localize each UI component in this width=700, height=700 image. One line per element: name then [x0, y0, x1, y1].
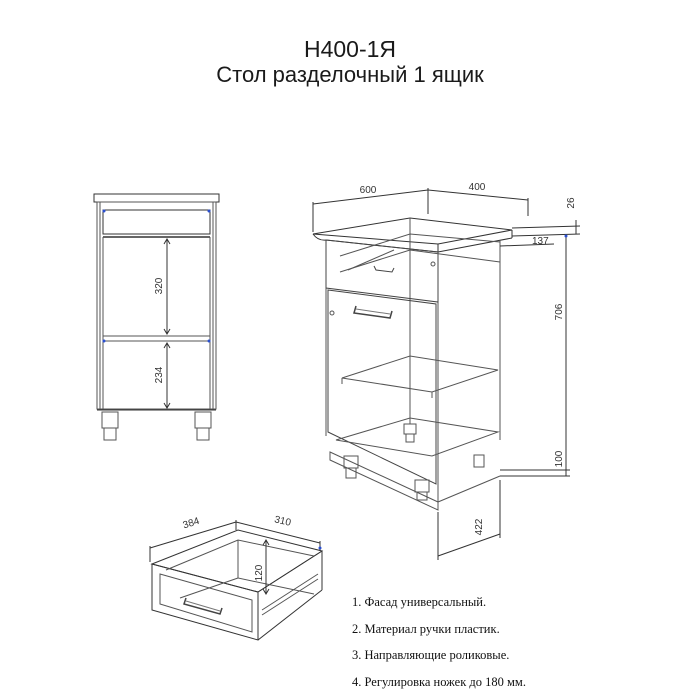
lower-compartment-dimension: 234	[154, 366, 165, 384]
drawer-isometric	[150, 520, 322, 640]
leg-height-dimension: 100	[554, 450, 565, 468]
note-item: 2. Материал ручки пластик.	[352, 621, 500, 636]
cabinet-width-dimension: 400	[468, 182, 486, 193]
spec-notes	[352, 592, 526, 698]
note-item: 1. Фасад универсальный.	[352, 595, 487, 609]
leg-setback-dimension: 422	[474, 518, 485, 536]
cabinet-depth-dimension: 600	[359, 185, 377, 196]
drawer-height-dimension: 120	[254, 564, 265, 582]
model-code: Н400-1Я	[303, 36, 397, 62]
product-title: Стол разделочный 1 ящик	[216, 62, 484, 87]
note-item: 4. Регулировка ножек до 180 мм.	[352, 674, 526, 689]
drawer-depth-dimension: 384	[181, 515, 201, 532]
front-section-view	[94, 194, 219, 440]
top-thickness-dimension: 26	[566, 197, 577, 209]
upper-compartment-dimension: 320	[154, 277, 165, 295]
body-height-dimension: 706	[554, 303, 565, 321]
drawer-width-dimension: 310	[273, 514, 292, 529]
note-item: 3. Направляющие роликовые.	[352, 648, 510, 662]
drawer-front-dimension: 137	[532, 236, 549, 247]
